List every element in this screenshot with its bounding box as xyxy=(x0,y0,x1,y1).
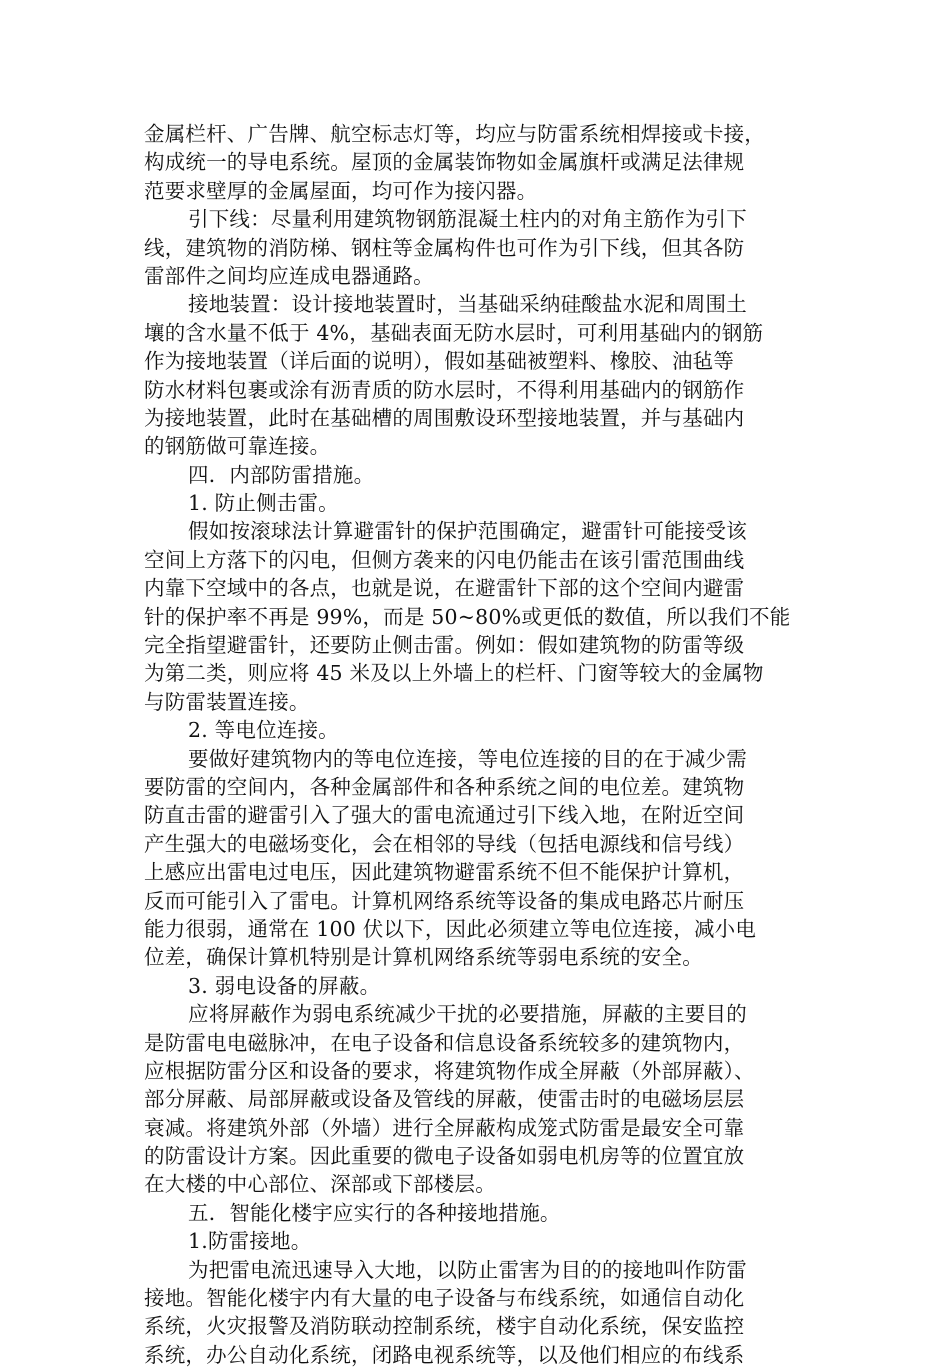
paragraph-start-line: 应将屏蔽作为弱电系统减少干扰的必要措施，屏蔽的主要目的 xyxy=(188,1002,747,1027)
paragraph-start-line: 1. 防止侧击雷。 xyxy=(188,491,339,516)
text-line: 的钢筋做可靠连接。 xyxy=(144,434,331,459)
paragraph-start-line: 要做好建筑物内的等电位连接，等电位连接的目的在于减少需 xyxy=(188,746,747,771)
body-text xyxy=(144,120,804,1369)
text-line: 作为接地装置（详后面的说明），假如基础被塑料、橡胶、油毡等 xyxy=(144,349,735,374)
text-line: 应根据防雷分区和设备的要求，将建筑物作成全屏蔽（外部屏蔽）、 xyxy=(144,1058,755,1083)
text-line: 能力很弱，通常在 100 伏以下，因此必须建立等电位连接，减小电 xyxy=(144,916,757,941)
text-line: 产生强大的电磁场变化，会在相邻的导线（包括电源线和信号线） xyxy=(144,831,745,856)
text-line: 壤的含水量不低于 4%，基础表面无防水层时，可利用基础内的钢筋 xyxy=(144,320,764,345)
text-line: 在大楼的中心部位、深部或下部楼层。 xyxy=(144,1172,496,1197)
text-line: 线，建筑物的消防梯、钢柱等金属构件也可作为引下线，但其各防 xyxy=(144,235,745,260)
text-line: 上感应出雷电过电压，因此建筑物避雷系统不但不能保护计算机， xyxy=(144,860,745,885)
text-line: 为第二类，则应将 45 米及以上外墙上的栏杆、门窗等较大的金属物 xyxy=(144,661,764,686)
text-line: 构成统一的导电系统。屋顶的金属装饰物如金属旗杆或满足法律规 xyxy=(144,150,745,175)
paragraph-start-line: 四．内部防雷措施。 xyxy=(188,462,375,487)
text-line: 为接地装置，此时在基础槽的周围敷设环型接地装置，并与基础内 xyxy=(144,405,745,430)
text-line: 的防雷设计方案。因此重要的微电子设备如弱电机房等的位置宜放 xyxy=(144,1144,745,1169)
text-line: 完全指望避雷针，还要防止侧击雷。例如：假如建筑物的防雷等级 xyxy=(144,633,745,658)
text-line: 针的保护率不再是 99%，而是 50~80%或更低的数值，所以我们不能 xyxy=(144,604,791,629)
text-line: 内靠下空域中的各点，也就是说，在避雷针下部的这个空间内避雷 xyxy=(144,576,745,601)
text-line: 反而可能引入了雷电。计算机网络系统等设备的集成电路芯片耐压 xyxy=(144,888,745,913)
paragraph-start-line: 1.防雷接地。 xyxy=(188,1229,312,1254)
paragraph-start-line: 假如按滚球法计算避雷针的保护范围确定，避雷针可能接受该 xyxy=(188,519,747,544)
paragraph-start-line: 2. 等电位连接。 xyxy=(188,718,339,743)
text-line: 雷部件之间均应连成电器通路。 xyxy=(144,263,434,288)
text-line: 与防雷装置连接。 xyxy=(144,689,310,714)
text-line: 要防雷的空间内，各种金属部件和各种系统之间的电位差。建筑物 xyxy=(144,774,745,799)
text-line: 位差，确保计算机特别是计算机网络系统等弱电系统的安全。 xyxy=(144,945,703,970)
text-line: 部分屏蔽、局部屏蔽或设备及管线的屏蔽，使雷击时的电磁场层层 xyxy=(144,1087,745,1112)
text-line: 范要求壁厚的金属屋面，均可作为接闪器。 xyxy=(144,178,538,203)
paragraph-start-line: 3. 弱电设备的屏蔽。 xyxy=(188,973,381,998)
text-line: 系统，办公自动化系统，闭路电视系统等，以及他们相应的布线系 xyxy=(144,1342,745,1367)
text-line: 是防雷电电磁脉冲，在电子设备和信息设备系统较多的建筑物内， xyxy=(144,1030,745,1055)
paragraph-start-line: 为把雷电流迅速导入大地，以防止雷害为目的的接地叫作防雷 xyxy=(188,1257,747,1282)
text-line: 防直击雷的避雷引入了强大的雷电流通过引下线入地，在附近空间 xyxy=(144,803,745,828)
paragraph-start-line: 五．智能化楼宇应实行的各种接地措施。 xyxy=(188,1200,561,1225)
text-line: 空间上方落下的闪电，但侧方袭来的闪电仍能击在该引雷范围曲线 xyxy=(144,547,745,572)
text-line: 金属栏杆、广告牌、航空标志灯等，均应与防雷系统相焊接或卡接， xyxy=(144,122,765,146)
paragraph-start-line: 接地装置：设计接地装置时，当基础采纳硅酸盐水泥和周围土 xyxy=(188,292,747,317)
text-line: 防水材料包裹或涂有沥青质的防水层时，不得利用基础内的钢筋作 xyxy=(144,377,745,402)
text-line: 系统，火灾报警及消防联动控制系统，楼宇自动化系统，保安监控 xyxy=(144,1314,745,1339)
paragraph-start-line: 引下线：尽量利用建筑物钢筋混凝土柱内的对角主筋作为引下 xyxy=(188,207,747,232)
text-line: 衰减。将建筑外部（外墙）进行全屏蔽构成笼式防雷是最安全可靠 xyxy=(144,1115,745,1140)
text-line: 接地。智能化楼宇内有大量的电子设备与布线系统，如通信自动化 xyxy=(144,1286,745,1311)
